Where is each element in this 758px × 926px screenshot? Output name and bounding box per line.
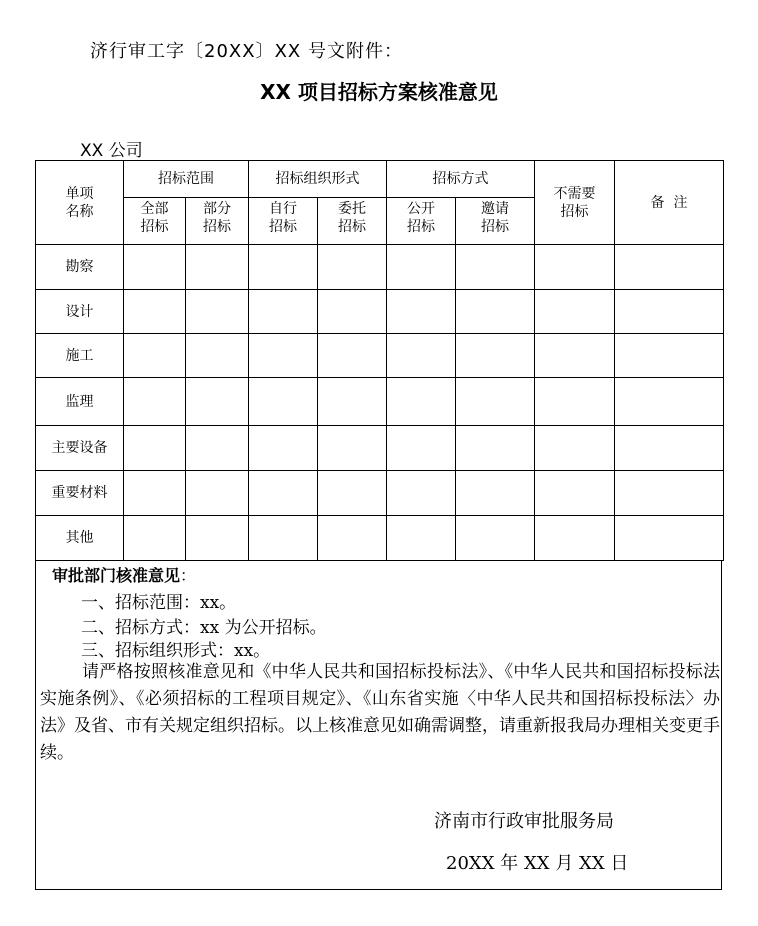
company-name: XX 公司 [80, 141, 143, 161]
col-header-item: 单项 名称 [36, 161, 124, 245]
subheader-full-tender: 全部 招标 [124, 198, 186, 245]
document-title: XX 项目招标方案核准意见 [260, 80, 498, 104]
subheader-entrusted: 委托 招标 [318, 198, 387, 245]
row-label-key-materials: 重要材料 [36, 471, 124, 516]
subheader-invited-tender: 邀请 招标 [456, 198, 535, 245]
opinion-item-organization: 三、招标组织形式：xx。 [81, 641, 271, 661]
row-label-supervision: 监理 [36, 378, 124, 426]
opinion-heading-colon: ： [180, 566, 197, 585]
row-label-design: 设计 [36, 290, 124, 334]
opinion-item-method: 二、招标方式：xx 为公开招标。 [81, 618, 327, 638]
col-header-remarks: 备 注 [615, 161, 724, 245]
issue-date: 20XX 年 XX 月 XX 日 [446, 853, 629, 874]
row-label-main-equipment: 主要设备 [36, 426, 124, 471]
subheader-partial-tender: 部分 招标 [186, 198, 249, 245]
row-label-other: 其他 [36, 516, 124, 561]
opinion-paragraph: 请严格按照核准意见和《中华人民共和国招标投标法》、《中华人民共和国招标投标法实施条例》、《必须招标的工程项目规定》、《山东省实施〈中华人民共和国招标投标法〉办法》及省、市有关规定组织招标。以上核准意见如确需调整，请重新报我局办理相关变更手续。 [40, 662, 720, 763]
row-label-construction: 施工 [36, 334, 124, 378]
header-row-groups [36, 161, 724, 198]
table-row [36, 334, 724, 378]
table-row [36, 378, 724, 426]
subheader-self-organized: 自行 招标 [249, 198, 318, 245]
tender-plan-table [35, 160, 724, 561]
table-row [36, 426, 724, 471]
col-header-organization: 招标组织形式 [249, 161, 387, 198]
table-row [36, 290, 724, 334]
opinion-heading-label: 审批部门核准意见 [52, 566, 181, 585]
opinion-heading [52, 563, 196, 586]
file-reference: 济行审工字〔20XX〕XX 号文附件： [90, 41, 403, 62]
issuing-authority: 济南市行政审批服务局 [434, 811, 614, 832]
table-row [36, 245, 724, 290]
col-header-scope: 招标范围 [124, 161, 249, 198]
col-header-no-tender: 不需要 招标 [535, 161, 615, 245]
subheader-public-tender: 公开 招标 [387, 198, 456, 245]
row-label-survey: 勘察 [36, 245, 124, 290]
opinion-item-scope: 一、招标范围：xx。 [81, 593, 237, 613]
table-row [36, 471, 724, 516]
table-row [36, 516, 724, 561]
col-header-method: 招标方式 [387, 161, 535, 198]
approval-opinion-box [35, 561, 722, 890]
